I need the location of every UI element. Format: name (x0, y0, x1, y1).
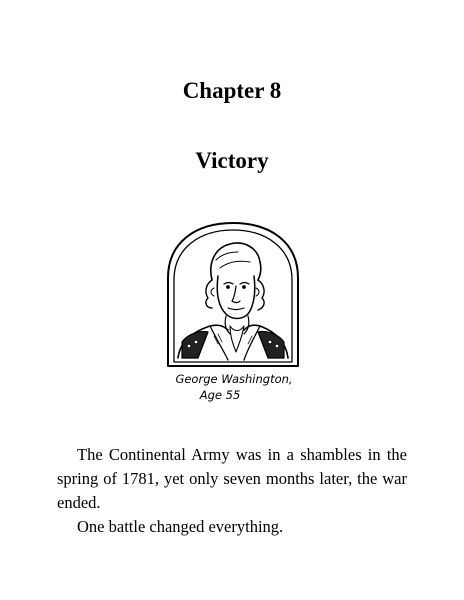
george-washington-portrait (158, 218, 308, 408)
portrait-caption-line1: George Washington, (175, 372, 293, 386)
left-epaulette (182, 331, 208, 358)
paragraph-1: The Continental Army was in a shambles in the spring of 1781, yet only seven months later, the war ended. (57, 445, 407, 512)
right-epaulette (258, 331, 284, 358)
portrait-caption-line2: Age 55 (199, 388, 241, 402)
cravat (230, 326, 244, 352)
chapter-number: Chapter 8 (182, 78, 282, 103)
paragraph-2: One battle changed everything. (77, 517, 284, 536)
face (217, 276, 254, 319)
chapter-title: Victory (195, 148, 269, 173)
